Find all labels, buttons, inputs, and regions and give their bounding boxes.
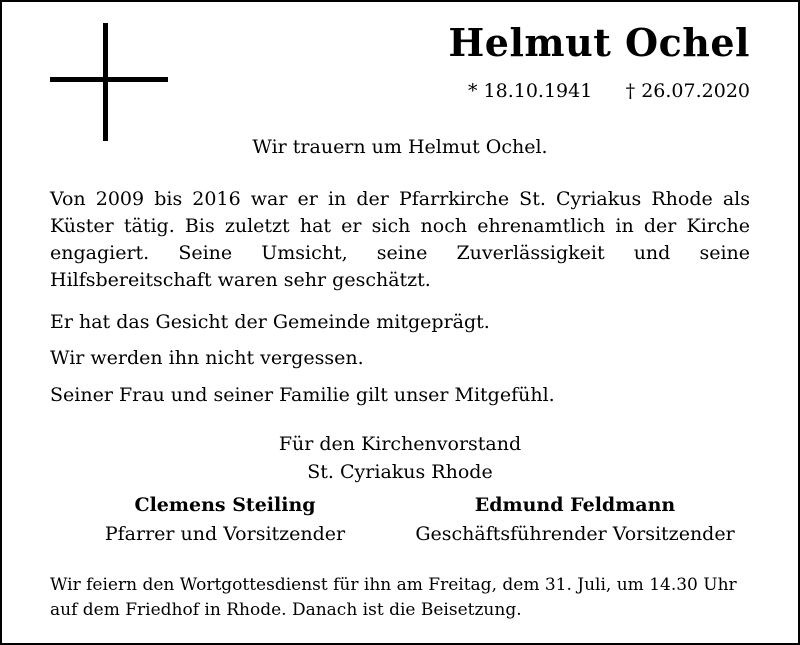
sender-line-2: St. Cyriakus Rhode	[307, 461, 493, 483]
community-paragraph: Er hat das Gesicht der Gemeinde mitgeprägt.	[50, 311, 490, 333]
cross-icon	[50, 23, 168, 141]
condolence-paragraph: Seiner Frau und seiner Familie gilt unser Mitgefühl.	[50, 384, 555, 406]
mourning-headline: Wir trauern um Helmut Ochel.	[252, 136, 548, 158]
signer-1-name: Clemens Steiling	[134, 494, 316, 516]
remembrance-paragraph: Wir werden ihn nicht vergessen.	[50, 347, 364, 369]
cross-vertical-bar	[103, 23, 108, 141]
service-info: Wir feiern den Wortgottesdienst für ihn am Freitag, dem 31. Juli, um 14.30 Uhr auf dem Friedhof in Rhode. Danach ist die Beisetzung.	[50, 575, 737, 620]
sender-line-1: Für den Kirchenvorstand	[278, 433, 522, 455]
signer-1-role: Pfarrer und Vorsitzender	[104, 523, 346, 545]
biography-paragraph: Von 2009 bis 2016 war er in der Pfarrkirche St. Cyriakus Rhode als Küster tätig. Bis zuletzt hat er sich noch ehrenamtlich in der Kirche engagiert. Seine Umsicht, seine Zuverlässigkeit und seine Hilfsbereitschaft waren sehr geschätzt.	[50, 188, 750, 291]
cross-horizontal-bar	[50, 77, 168, 82]
signer-2-name: Edmund Feldmann	[474, 494, 676, 516]
deceased-name: Helmut Ochel	[448, 20, 750, 65]
death-date: † 26.07.2020	[625, 80, 750, 102]
birth-date: * 18.10.1941	[468, 80, 593, 102]
signer-2-role: Geschäftsführender Vorsitzender	[415, 523, 735, 545]
